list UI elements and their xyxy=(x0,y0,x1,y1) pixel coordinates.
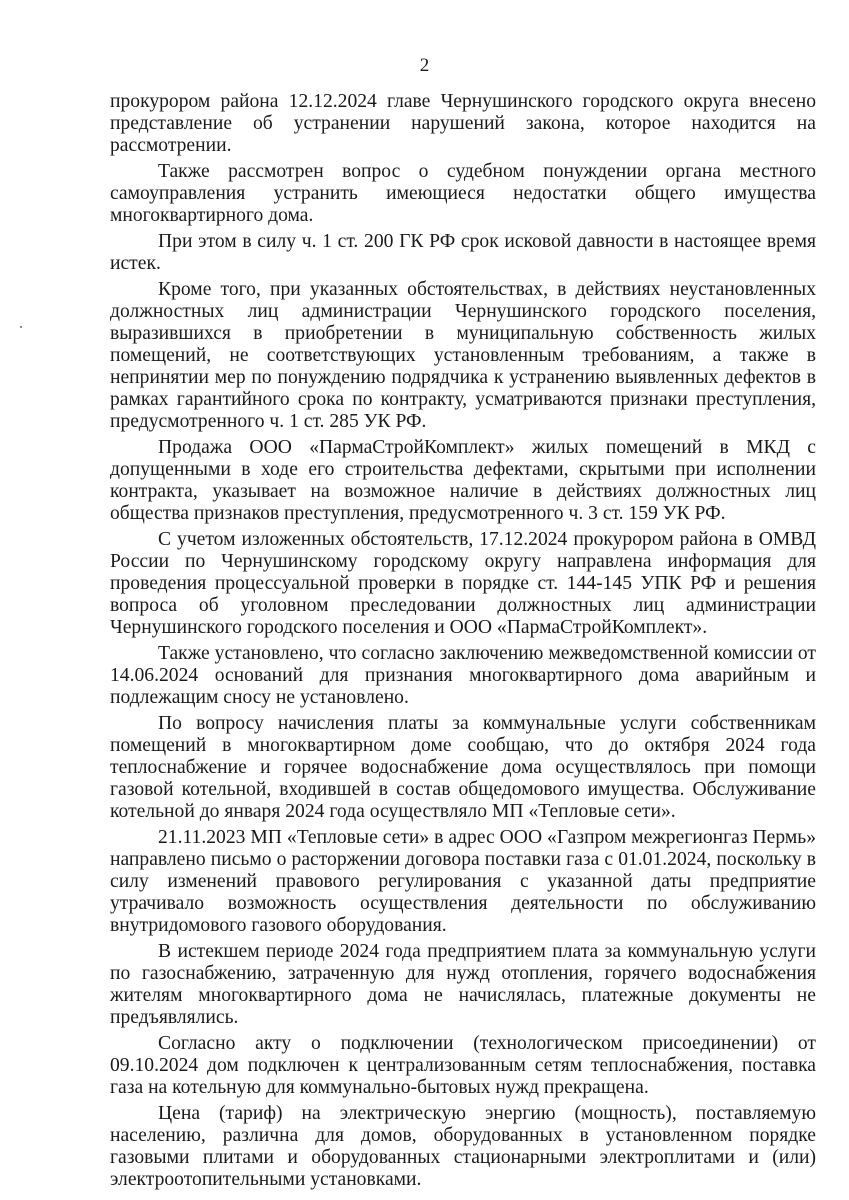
paragraph-5: Продажа ООО «ПармаСтройКомплект» жилых помещений в МКД с допущенными в ходе его строительства дефектами, скрытыми при исполнении контракта, указывает на возможное наличие в действиях должностных лиц общества признаков преступления, предусмотренного ч. 3 ст. 159 УК РФ. xyxy=(110,437,816,524)
paragraph-2: Также рассмотрен вопрос о судебном понуждении органа местного самоуправления устранить имеющиеся недостатки общего имущества многоквартирного дома. xyxy=(110,161,816,226)
scan-speck xyxy=(20,326,22,328)
paragraph-4: Кроме того, при указанных обстоятельствах, в действиях неустановленных должностных лиц администрации Чернушинского городского поселения, выразившихся в приобретении в муниципальную собственность жилых помещений, не соответствующих установленным требованиям, а также в непринятии мер по понуждению подрядчика к устранению выявленных дефектов в рамках гарантийного срока по контракту, усматриваются признаки преступления, предусмотренного ч. 1 ст. 285 УК РФ. xyxy=(110,279,816,432)
paragraph-3: При этом в силу ч. 1 ст. 200 ГК РФ срок исковой давности в настоящее время истек. xyxy=(110,231,816,274)
paragraph-11: Согласно акту о подключении (технологическом присоединении) от 09.10.2024 дом подключен к централизованным сетям теплоснабжения, поставка газа на котельную для коммунально-бытовых нужд прекращена. xyxy=(110,1033,816,1098)
paragraph-1: прокурором района 12.12.2024 главе Чернушинского городского округа внесено представление об устранении нарушений закона, которое находится на рассмотрении. xyxy=(110,91,816,156)
paragraph-9: 21.11.2023 МП «Тепловые сети» в адрес ООО «Газпром межрегионгаз Пермь» направлено письмо о расторжении договора поставки газа с 01.01.2024, поскольку в силу изменений правового регулирования с указанной даты предприятие утрачивало возможность осуществления деятельности по обслуживанию внутридомового газового оборудования. xyxy=(110,827,816,936)
paragraph-6: С учетом изложенных обстоятельств, 17.12.2024 прокурором района в ОМВД России по Чернушинскому городскому округу направлена информация для проведения процессуальной проверки в порядке ст. 144-145 УПК РФ и решения вопроса об уголовном преследовании должностных лиц администрации Чернушинского городского поселения и ООО «ПармаСтройКомплект». xyxy=(110,529,816,638)
paragraph-12: Цена (тариф) на электрическую энергию (мощность), поставляемую населению, различна для домов, оборудованных в установленном порядке газовыми плитами и оборудованных стационарными электроплитами и (или) электроотопительными установками. xyxy=(110,1103,816,1190)
paragraph-8: По вопросу начисления платы за коммунальные услуги собственникам помещений в многоквартирном доме сообщаю, что до октября 2024 года теплоснабжение и горячее водоснабжение дома осуществлялось при помощи газовой котельной, входившей в состав общедомового имущества. Обслуживание котельной до января 2024 года осуществляло МП «Тепловые сети». xyxy=(110,713,816,822)
paragraph-10: В истекшем периоде 2024 года предприятием плата за коммунальную услуги по газоснабжению, затраченную для нужд отопления, горячего водоснабжения жителям многоквартирного дома не начислялась, платежные документы не предъявлялись. xyxy=(110,941,816,1028)
page-number: 2 xyxy=(419,55,430,76)
paragraph-7: Также установлено, что согласно заключению межведомственной комиссии от 14.06.2024 оснований для признания многоквартирного дома аварийным и подлежащим сносу не установлено. xyxy=(110,643,816,708)
document-body xyxy=(110,91,816,1195)
